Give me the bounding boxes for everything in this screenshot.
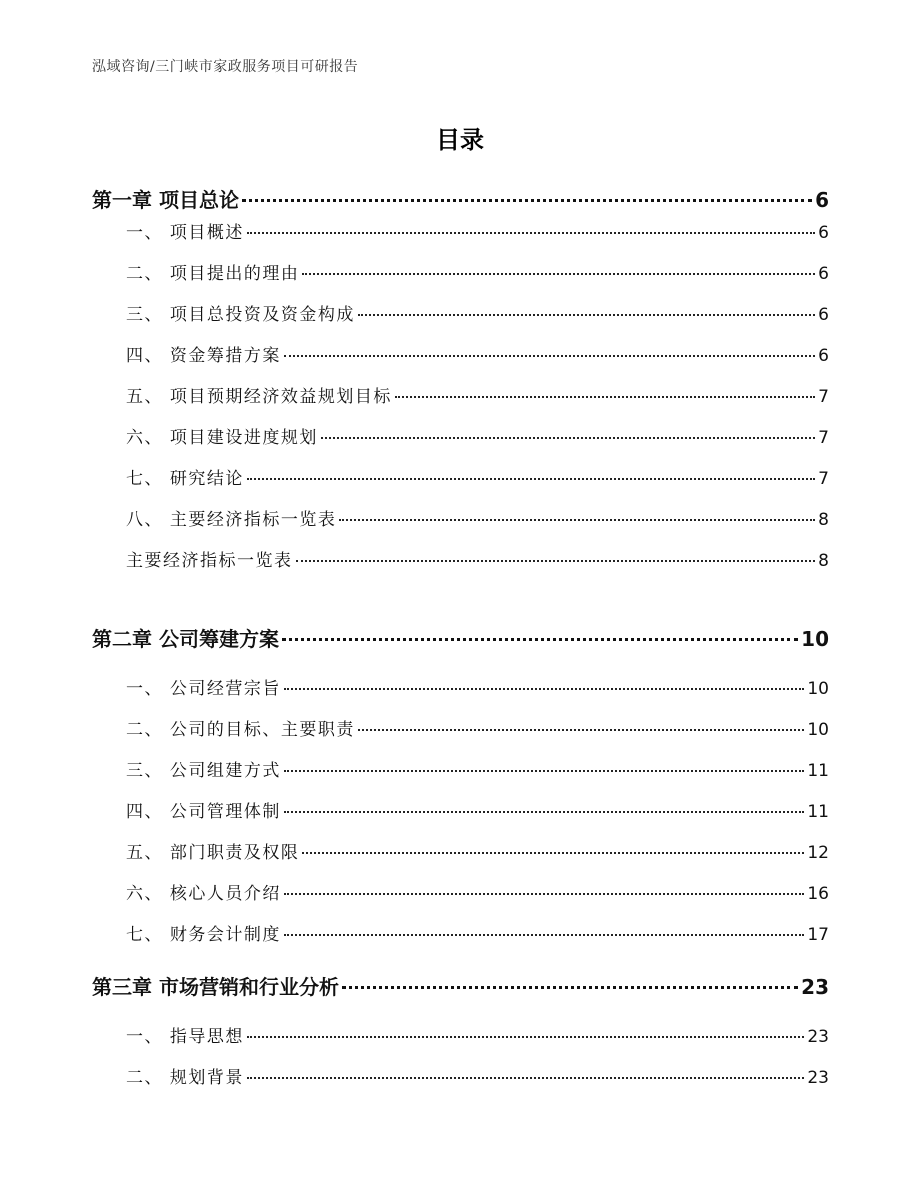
toc-section[interactable]: [126, 879, 829, 904]
toc-entry-label: 二、 规划背景: [126, 1068, 244, 1088]
toc-leader-dots: [342, 986, 798, 989]
toc-entry-label: 七、 研究结论: [126, 469, 244, 489]
toc-leader-dots: [284, 770, 804, 772]
toc-entry-label: 一、 公司经营宗旨: [126, 679, 281, 699]
toc-page-number: 23: [807, 1027, 829, 1047]
toc-page-number: 10: [807, 679, 829, 699]
toc-entry-label: 八、 主要经济指标一览表: [126, 510, 337, 530]
toc-page-number: 16: [807, 884, 829, 904]
toc-section[interactable]: [126, 423, 829, 448]
running-header: 泓域咨询/三门峡市家政服务项目可研报告: [92, 59, 359, 75]
toc-page-number: 23: [807, 1068, 829, 1088]
toc-page-number: 6: [818, 346, 829, 366]
toc-section[interactable]: [126, 505, 829, 530]
toc-entry-label: 三、 公司组建方式: [126, 761, 281, 781]
toc-entry-label: 第二章 公司筹建方案: [92, 627, 279, 651]
toc-section[interactable]: [126, 382, 829, 407]
toc-section[interactable]: [126, 920, 829, 945]
toc-leader-dots: [284, 893, 804, 895]
toc-leader-dots: [284, 688, 804, 690]
toc-chapter-1[interactable]: [92, 184, 829, 213]
toc-section[interactable]: [126, 797, 829, 822]
toc-page-number: 12: [807, 843, 829, 863]
toc-section[interactable]: [126, 300, 829, 325]
toc-leader-dots: [284, 811, 804, 813]
toc-section[interactable]: [126, 1063, 829, 1088]
toc-leader-dots: [247, 232, 815, 234]
toc-leader-dots: [247, 478, 815, 480]
toc-entry-label: 一、 项目概述: [126, 223, 244, 243]
toc-page-number: 10: [807, 720, 829, 740]
toc-section[interactable]: [126, 1022, 829, 1047]
toc-page-number: 8: [818, 551, 829, 571]
toc-entry-label: 二、 公司的目标、主要职责: [126, 720, 355, 740]
toc-leader-dots: [284, 355, 815, 357]
toc-page-number: 11: [807, 802, 829, 822]
toc-leader-dots: [282, 638, 798, 641]
toc-page-number: 6: [818, 305, 829, 325]
toc-leader-dots: [247, 1077, 804, 1079]
toc-leader-dots: [358, 314, 815, 316]
toc-page-number: 11: [807, 761, 829, 781]
toc-page-number: 6: [818, 223, 829, 243]
toc-entry-label: 四、 公司管理体制: [126, 802, 281, 822]
toc-page-number: 7: [818, 387, 829, 407]
toc-chapter-2[interactable]: [92, 623, 829, 652]
toc-leader-dots: [247, 1036, 804, 1038]
toc-section[interactable]: [126, 259, 829, 284]
toc-entry-label: 五、 项目预期经济效益规划目标: [126, 387, 392, 407]
toc-page-number: 17: [807, 925, 829, 945]
toc-section[interactable]: [126, 838, 829, 863]
toc-page-number: 7: [818, 469, 829, 489]
toc-leader-dots: [358, 729, 804, 731]
toc-entry-label: 一、 指导思想: [126, 1027, 244, 1047]
toc-page-number: 8: [818, 510, 829, 530]
toc-leader-dots: [321, 437, 815, 439]
toc-page-number: 10: [801, 627, 829, 651]
toc-entry-label: 第三章 市场营销和行业分析: [92, 975, 339, 999]
toc-leader-dots: [339, 519, 815, 521]
toc-entry-label: 七、 财务会计制度: [126, 925, 281, 945]
toc-entry-label: 主要经济指标一览表: [126, 551, 293, 571]
page-title: 目录: [436, 126, 484, 154]
toc-chapter-3[interactable]: [92, 971, 829, 1000]
toc-leader-dots: [242, 199, 812, 202]
toc-section[interactable]: [126, 715, 829, 740]
toc-leader-dots: [296, 560, 816, 562]
toc-section[interactable]: [126, 756, 829, 781]
toc-leader-dots: [302, 273, 815, 275]
toc-entry-label: 四、 资金筹措方案: [126, 346, 281, 366]
toc-page-number: 6: [818, 264, 829, 284]
toc-page-number: 6: [815, 188, 829, 212]
toc-entry-label: 六、 项目建设进度规划: [126, 428, 318, 448]
toc-entry-label: 二、 项目提出的理由: [126, 264, 300, 284]
toc-leader-dots: [395, 396, 815, 398]
toc-entry-label: 第一章 项目总论: [92, 188, 239, 212]
toc-section[interactable]: [126, 464, 829, 489]
toc-section[interactable]: [126, 341, 829, 366]
toc-section[interactable]: [126, 674, 829, 699]
toc-leader-dots: [284, 934, 804, 936]
toc-page-number: 7: [818, 428, 829, 448]
toc-section[interactable]: [126, 218, 829, 243]
toc-entry-label: 六、 核心人员介绍: [126, 884, 281, 904]
toc-leader-dots: [302, 852, 804, 854]
toc-page-number: 23: [801, 975, 829, 999]
toc-section[interactable]: [126, 546, 829, 571]
toc-entry-label: 五、 部门职责及权限: [126, 843, 300, 863]
toc-entry-label: 三、 项目总投资及资金构成: [126, 305, 355, 325]
